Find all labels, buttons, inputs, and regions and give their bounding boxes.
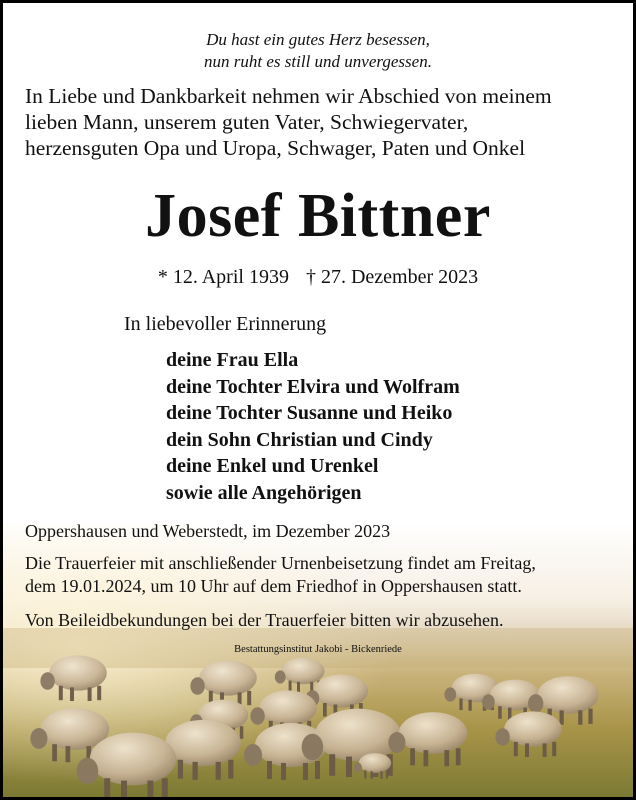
motto-verse bbox=[3, 29, 633, 73]
family-member: sowie alle Angehörigen bbox=[166, 481, 362, 504]
family-member: deine Tochter Elvira und Wolfram bbox=[166, 375, 460, 398]
condolence-note: Von Beileidbekundungen bei der Trauerfeier bitten wir abzusehen. bbox=[25, 610, 504, 630]
motto-line: nun ruht es still und unvergessen. bbox=[204, 52, 432, 71]
family-list bbox=[166, 347, 460, 506]
funeral-service-info bbox=[25, 552, 625, 598]
service-line: dem 19.01.2024, um 10 Uhr auf dem Friedhof in Oppershausen statt. bbox=[25, 576, 522, 596]
life-dates bbox=[3, 265, 633, 289]
memory-line: In liebevoller Erinnerung bbox=[124, 313, 327, 335]
intro-line: lieben Mann, unserem guten Vater, Schwiegervater, bbox=[25, 110, 469, 134]
family-member: deine Tochter Susanne und Heiko bbox=[166, 402, 453, 424]
death-date: † 27. Dezember 2023 bbox=[305, 266, 479, 288]
intro-line: In Liebe und Dankbarkeit nehmen wir Abschied von meinem bbox=[25, 84, 552, 108]
intro-text bbox=[25, 83, 625, 161]
intro-line: herzensguten Opa und Uropa, Schwager, Paten und Onkel bbox=[25, 136, 526, 160]
birth-date: * 12. April 1939 bbox=[157, 266, 289, 288]
service-line: Die Trauerfeier mit anschließender Urnenbeisetzung findet am Freitag, bbox=[25, 553, 536, 573]
family-member: dein Sohn Christian und Cindy bbox=[166, 428, 433, 451]
place-date: Oppershausen und Weberstedt, im Dezember 2023 bbox=[25, 521, 391, 541]
funeral-home-credit: Bestattungsinstitut Jakobi - Bickenriede bbox=[234, 644, 402, 655]
family-member: deine Enkel und Urenkel bbox=[166, 455, 379, 477]
deceased-name: Josef Bittner bbox=[145, 182, 491, 250]
family-member: deine Frau Ella bbox=[166, 349, 299, 371]
motto-line: Du hast ein gutes Herz besessen, bbox=[206, 30, 430, 49]
